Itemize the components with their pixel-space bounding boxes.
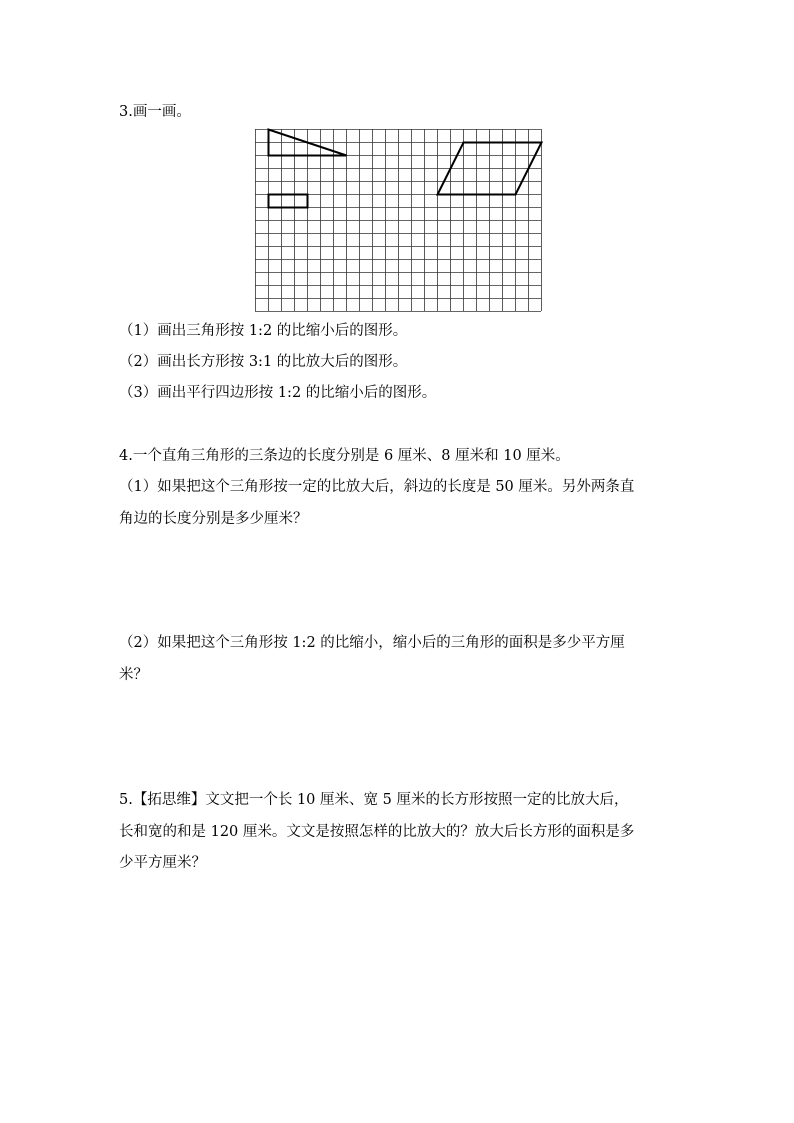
q4-part2-line1: （2）如果把这个三角形按 1:2 的比缩小，缩小后的三角形的面积是多少平方厘 — [119, 635, 625, 651]
q3-heading: 3.画一画。 — [119, 104, 191, 120]
q5-line2: 长和宽的和是 120 厘米。文文是按照怎样的比放大的？放大后长方形的面积是多 — [119, 824, 635, 840]
q3-item-3: （3）画出平行四边形按 1:2 的比缩小后的图形。 — [119, 385, 437, 401]
q5-line1: 5.【拓思维】文文把一个长 10 厘米、宽 5 厘米的长方形按照一定的比放大后， — [119, 792, 629, 808]
grid-svg — [254, 128, 546, 312]
rectangle-shape — [269, 195, 308, 208]
grid-figure — [254, 128, 546, 316]
q4-part2-line2: 米？ — [119, 667, 148, 683]
q3-item-2: （2）画出长方形按 3:1 的比放大后的图形。 — [119, 354, 408, 370]
q4-part1-line2: 角边的长度分别是多少厘米？ — [119, 511, 308, 527]
q4-part1-line1: （1）如果把这个三角形按一定的比放大后，斜边的长度是 50 厘米。另外两条直 — [119, 479, 635, 495]
q3-item-1: （1）画出三角形按 1:2 的比缩小后的图形。 — [119, 323, 408, 339]
q5-line3: 少平方厘米？ — [119, 855, 206, 871]
q4-heading: 4.一个直角三角形的三条边的长度分别是 6 厘米、8 厘米和 10 厘米。 — [119, 448, 570, 464]
